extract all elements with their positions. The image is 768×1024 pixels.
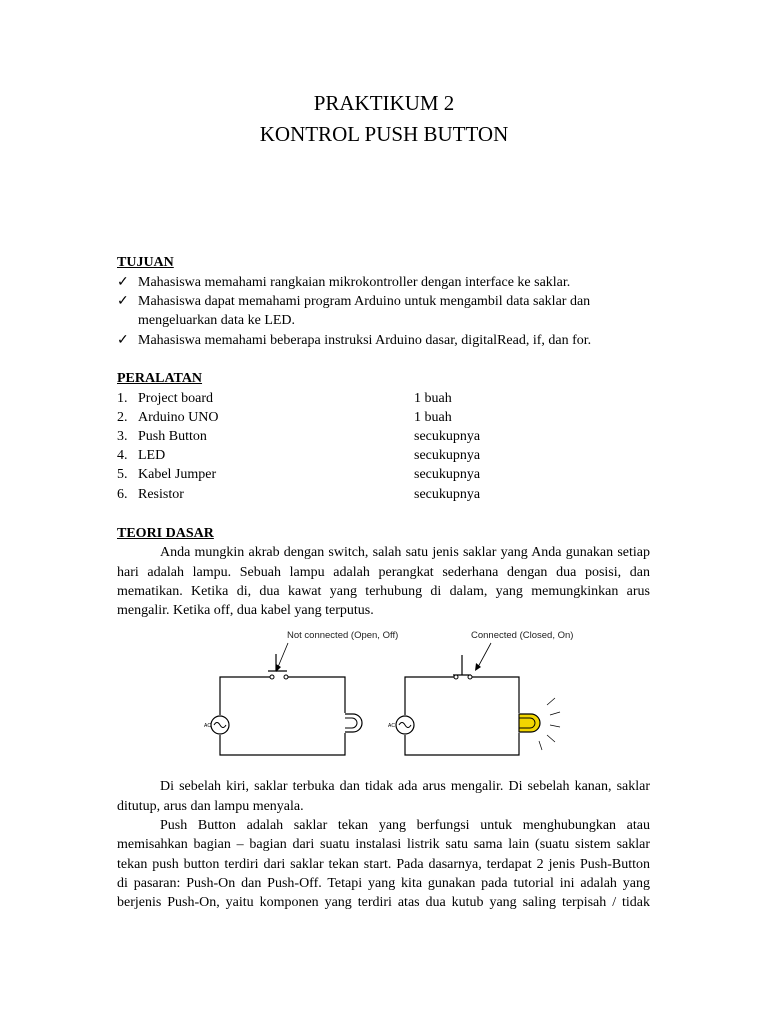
check-icon: ✓ <box>117 275 129 290</box>
list-item-qty: secukupnya <box>414 467 481 482</box>
list-item-number: 3. <box>117 429 128 444</box>
list-item-name: LED <box>138 448 166 463</box>
tujuan-item-2-cont: mengeluarkan data ke LED. <box>138 313 296 328</box>
paragraph-line: mematikan. Ketika di, dua kawat yang terhubung di dalam, yang memungkinkan arus <box>117 584 650 599</box>
paragraph-line: Push Button adalah saklar tekan yang berfungsi untuk menghubungkan atau <box>160 818 650 833</box>
paragraph-line: tekan push button terdiri dari saklar tekan start. Pada dasarnya, terdapat 2 jenis Push-Button <box>117 857 650 872</box>
list-item-name: Project board <box>138 391 214 406</box>
list-item-qty: secukupnya <box>414 487 481 502</box>
circuit-diagram <box>195 625 585 770</box>
tujuan-item-3: Mahasiswa memahami beberapa instruksi Arduino dasar, digitalRead, if, dan for. <box>138 333 592 348</box>
list-item-name: Resistor <box>138 487 184 502</box>
lamp-on-icon <box>519 698 560 750</box>
paragraph-line: di pasaran: Push-On dan Push-Off. Tetapi yang kita gunakan pada tutorial ini adalah yang <box>117 876 650 891</box>
list-item-name: Push Button <box>138 429 207 444</box>
paragraph-line: memisahkan bagian – bagian dari suatu instalasi listrik satu sama lain (suatu sistem saklar <box>117 837 650 852</box>
peralatan-heading: PERALATAN <box>117 371 203 386</box>
page-subtitle: KONTROL PUSH BUTTON <box>259 122 509 146</box>
paragraph-line: Di sebelah kiri, saklar terbuka dan tidak ada arus mengalir. Di sebelah kanan, saklar <box>160 779 650 794</box>
check-icon: ✓ <box>117 333 129 348</box>
lamp-off-icon <box>345 714 362 732</box>
right-diagram-label: Connected (Closed, On) <box>471 630 574 641</box>
list-item-number: 4. <box>117 448 128 463</box>
paragraph-line: mengalir. Ketika off, dua kabel yang terputus. <box>117 603 374 618</box>
ac-label: AC <box>388 723 395 729</box>
check-icon: ✓ <box>117 294 129 309</box>
list-item-qty: 1 buah <box>414 391 452 406</box>
list-item-number: 1. <box>117 391 128 406</box>
ac-label: AC <box>204 723 211 729</box>
list-item-number: 5. <box>117 467 128 482</box>
paragraph-line: hari adalah lampu. Sebuah lampu adalah perangkat sederhana dengan dua posisi, dan <box>117 565 650 580</box>
list-item-name: Kabel Jumper <box>138 467 217 482</box>
paragraph-line: Anda mungkin akrab dengan switch, salah satu jenis saklar yang Anda gunakan setiap <box>160 545 650 560</box>
teori-heading: TEORI DASAR <box>117 526 214 541</box>
paragraph-line: berjenis Push-On, yaitu komponen yang terdiri atas dua kutub yang saling terpisah / tidak <box>117 895 650 910</box>
tujuan-item-1: Mahasiswa memahami rangkaian mikrokontroller dengan interface ke saklar. <box>138 275 571 290</box>
paragraph-line: ditutup, arus dan lampu menyala. <box>117 799 304 814</box>
list-item-name: Arduino UNO <box>138 410 219 425</box>
page-title: PRAKTIKUM 2 <box>313 91 455 115</box>
list-item-number: 6. <box>117 487 128 502</box>
tujuan-heading: TUJUAN <box>117 255 174 270</box>
list-item-number: 2. <box>117 410 128 425</box>
list-item-qty: 1 buah <box>414 410 452 425</box>
tujuan-item-2: Mahasiswa dapat memahami program Arduino untuk mengambil data saklar dan <box>138 294 591 309</box>
left-diagram-label: Not connected (Open, Off) <box>287 630 399 641</box>
list-item-qty: secukupnya <box>414 429 481 444</box>
list-item-qty: secukupnya <box>414 448 481 463</box>
